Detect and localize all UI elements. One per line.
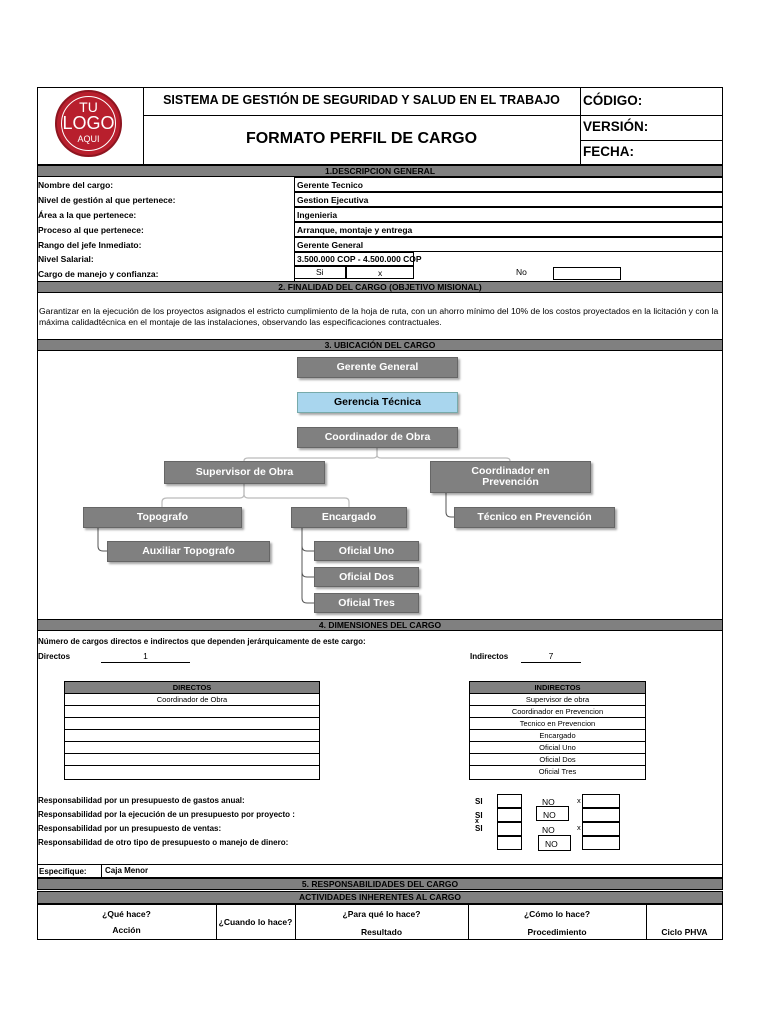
finalidad-text: Garantizar en la ejecución de los proyectos asignados el estricto cumplimiento de la hoja de ruta, con un ahorro mínimo del 10% de los costos proyectados en la licitación y con la máxima calidadtécnica en el montaje de las instalaciones, observando las especificaciones contractuales.	[39, 306, 719, 327]
value-nivel-salarial: 3.500.000 COP - 4.500.000 COP	[297, 254, 422, 264]
section4-title: 4. DIMENSIONES DEL CARGO	[37, 619, 723, 631]
table-row[interactable]: Encargado	[470, 730, 645, 742]
no-label: NO	[542, 825, 555, 835]
resp-presupuesto-proyecto: Responsabilidad por la ejecución de un presupuesto por proyecto :	[38, 810, 295, 819]
indirectos-value: 7	[521, 651, 581, 663]
codigo-label: CÓDIGO:	[583, 93, 643, 108]
version-label: VERSIÓN:	[583, 119, 649, 134]
table-row[interactable]	[65, 706, 319, 718]
value-nombre-cargo: Gerente Tecnico	[297, 180, 363, 190]
directos-table	[64, 681, 320, 780]
value-area: Ingenieria	[297, 210, 338, 220]
fecha-label: FECHA:	[583, 144, 634, 159]
x-mark: x	[577, 796, 581, 805]
col-cuando-hace: ¿Cuando lo hace?	[218, 917, 293, 927]
org-node-oficial-dos: Oficial Dos	[314, 567, 419, 587]
logo-text-tu: TU	[79, 99, 98, 115]
si-checkbox[interactable]	[497, 836, 522, 850]
label-nivel-salarial: Nivel Salarial:	[38, 254, 94, 264]
x-mark: x	[475, 818, 479, 825]
si-label: SI	[475, 824, 483, 833]
logo-text-logo: LOGO	[62, 113, 115, 133]
no-label: NO	[545, 839, 558, 849]
si-checkbox[interactable]	[497, 808, 522, 822]
confianza-si-label: Si	[316, 267, 324, 277]
si-label: SI	[475, 811, 483, 820]
directos-label: Directos	[38, 652, 71, 661]
section1-title: 1.DESCRIPCION GENERAL	[37, 165, 723, 177]
si-checkbox[interactable]	[497, 822, 522, 836]
org-node-gerencia-tecnica: Gerencia Técnica	[297, 392, 458, 413]
org-node-gerente-general: Gerente General	[297, 357, 458, 378]
no-checkbox[interactable]	[582, 808, 620, 822]
dimensiones-intro: Número de cargos directos e indirectos que dependen jerárquicamente de este cargo:	[38, 637, 366, 646]
table-row[interactable]	[65, 718, 319, 730]
value-nivel-gestion: Gestion Ejecutiva	[297, 195, 369, 205]
col-accion: Acción	[112, 925, 141, 935]
col-ciclo-phva: Ciclo PHVA	[661, 927, 708, 937]
section2-title: 2. FINALIDAD DEL CARGO (OBJETIVO MISIONAL)	[37, 281, 723, 293]
logo-text-aqui: AQUI	[77, 134, 100, 144]
indirectos-label: Indirectos	[470, 652, 509, 661]
label-nombre-cargo: Nombre del cargo:	[38, 180, 114, 190]
label-rango-jefe: Rango del jefe Inmediato:	[38, 240, 142, 250]
col-procedimiento: Procedimiento	[527, 927, 587, 937]
format-title: FORMATO PERFIL DE CARGO	[245, 130, 478, 147]
org-node-topografo: Topografo	[83, 507, 242, 528]
org-node-coordinador-obra: Coordinador de Obra	[297, 427, 458, 448]
directos-table-header: DIRECTOS	[65, 682, 319, 694]
section3-title: 3. UBICACIÓN DEL CARGO	[37, 339, 723, 351]
table-row[interactable]	[65, 766, 319, 778]
table-row[interactable]: Oficial Tres	[538, 767, 577, 776]
no-label: NO	[543, 810, 556, 820]
label-confianza: Cargo de manejo y confianza:	[38, 269, 159, 279]
value-proceso: Arranque, montaje y entrega	[297, 225, 413, 235]
resp-gastos-anual: Responsabilidad por un presupuesto de gastos anual:	[38, 796, 245, 805]
col-resultado: Resultado	[360, 927, 403, 937]
directos-value: 1	[101, 651, 190, 663]
label-proceso: Proceso al que pertenece:	[38, 225, 144, 235]
indirectos-table-header: INDIRECTOS	[470, 682, 645, 694]
indirectos-table	[469, 681, 646, 780]
table-row[interactable]: Tecnico en Prevencion	[470, 718, 645, 730]
value-rango-jefe: Gerente General	[297, 240, 364, 250]
org-node-oficial-uno: Oficial Uno	[314, 541, 419, 561]
label-area: Área a la que pertenece:	[38, 210, 137, 220]
org-node-oficial-tres: Oficial Tres	[314, 593, 419, 613]
label-nivel-gestion: Nivel de gestión al que pertenece:	[38, 195, 176, 205]
si-checkbox[interactable]	[497, 794, 522, 808]
section5-subtitle: ACTIVIDADES INHERENTES AL CARGO	[37, 891, 723, 904]
no-checkbox[interactable]	[582, 836, 620, 850]
table-row[interactable]: Oficial Uno	[470, 742, 645, 754]
especifique-label: Especifique:	[39, 867, 87, 876]
org-node-supervisor-obra: Supervisor de Obra	[164, 461, 325, 484]
si-label: SI	[475, 797, 483, 806]
org-node-encargado: Encargado	[291, 507, 407, 528]
no-checkbox[interactable]	[582, 794, 620, 808]
table-row[interactable]: Coordinador en Prevencion	[470, 706, 645, 718]
divider	[101, 864, 102, 878]
col-que-hace: ¿Qué hace?	[102, 909, 151, 919]
table-row[interactable]: Supervisor de obra	[470, 694, 645, 706]
table-row[interactable]: Coordinador de Obra	[65, 694, 319, 706]
table-row[interactable]	[65, 730, 319, 742]
no-label: NO	[542, 797, 555, 807]
table-row[interactable]	[65, 754, 319, 766]
resp-presupuesto-ventas: Responsabilidad por un presupuesto de ventas:	[38, 824, 222, 833]
org-node-tecnico-prevencion: Técnico en Prevención	[454, 507, 615, 528]
x-mark: x	[577, 823, 581, 832]
resp-otro-presupuesto: Responsabilidad de otro tipo de presupuesto o manejo de dinero:	[38, 838, 289, 847]
table-row[interactable]	[65, 742, 319, 754]
no-checkbox[interactable]	[582, 822, 620, 836]
confianza-x-mark: x	[378, 268, 383, 278]
org-node-auxiliar-topografo: Auxiliar Topografo	[107, 541, 270, 562]
col-para-que: ¿Para qué lo hace?	[342, 909, 421, 919]
col-como-hace: ¿Cómo lo hace?	[523, 909, 591, 919]
org-node-coordinador-prevencion: Coordinador en Prevención	[430, 461, 591, 493]
section5-title: 5. RESPONSABILIDADES DEL CARGO	[37, 878, 723, 890]
especifique-value[interactable]: Caja Menor	[105, 866, 149, 875]
table-row[interactable]: Oficial Dos	[470, 754, 645, 766]
system-title: SISTEMA DE GESTIÓN DE SEGURIDAD Y SALUD EN EL TRABAJO	[163, 93, 560, 107]
confianza-no-label: No	[516, 267, 527, 277]
